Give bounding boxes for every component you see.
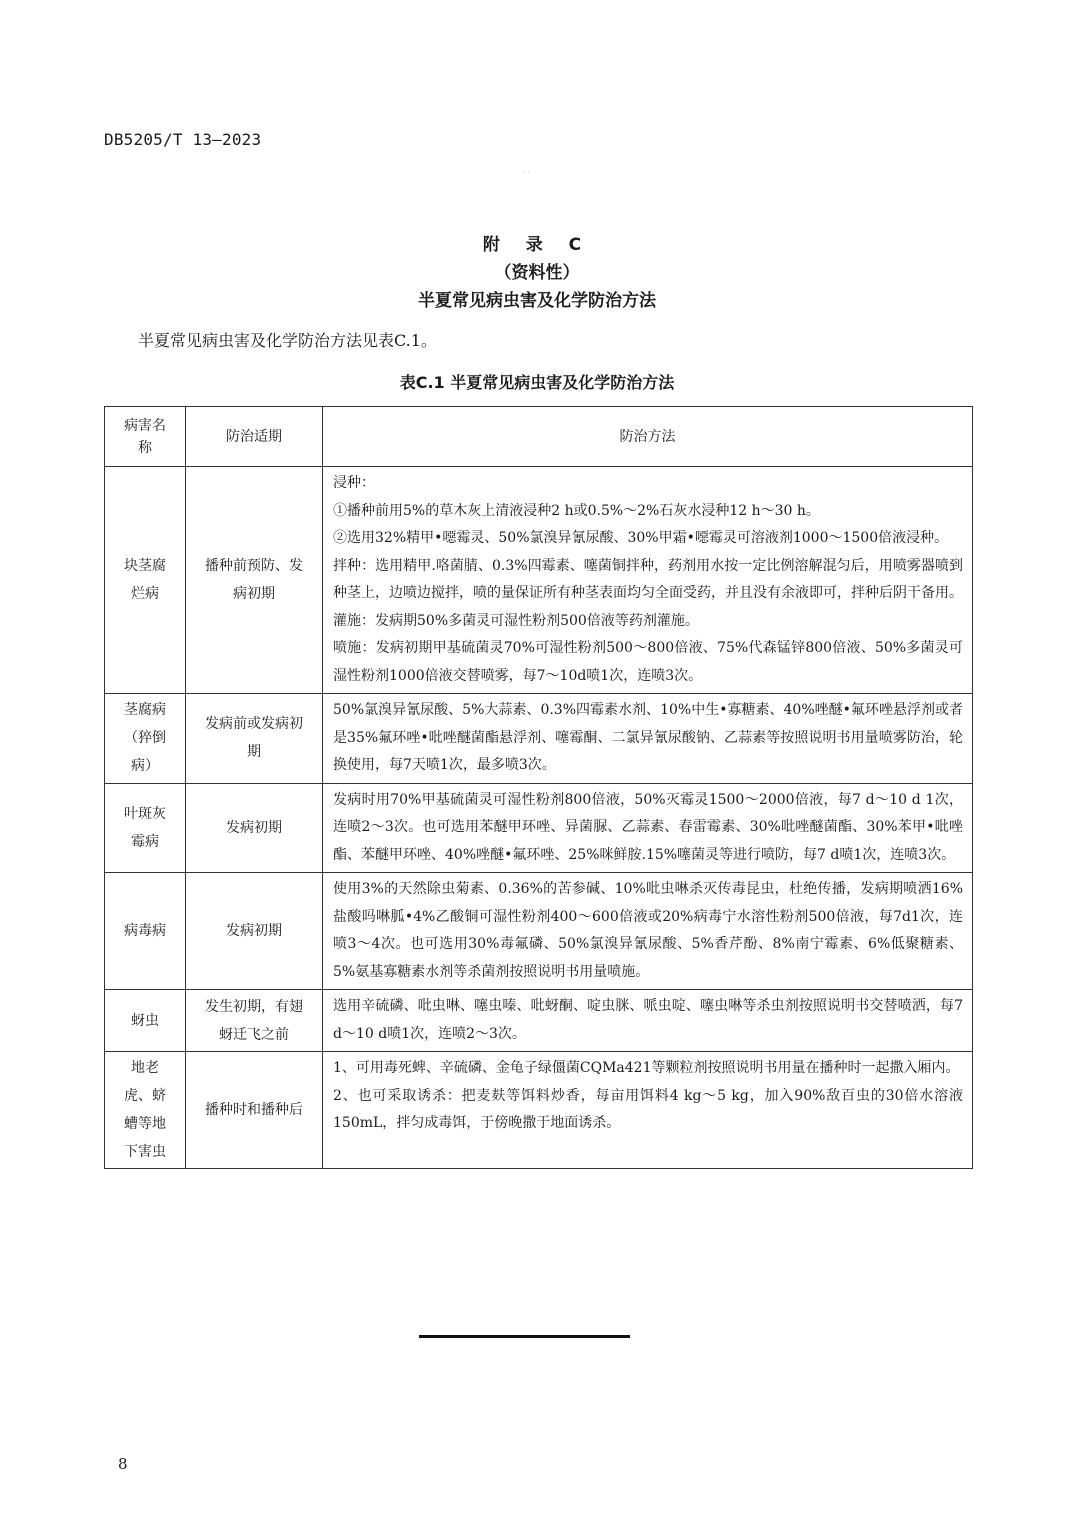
document-id: DB5205/T 13—2023: [104, 130, 262, 149]
pest-name-cell: [105, 694, 186, 784]
control-method-cell: [323, 783, 973, 873]
control-period: 发病初期: [226, 819, 282, 836]
control-period: 发生初期，有翅蚜迁飞之前: [205, 998, 303, 1043]
pest-name: 地老虎、蛴螬等地下害虫: [124, 1060, 166, 1160]
table-header-row: [105, 407, 973, 467]
control-period-cell: [186, 873, 323, 990]
table-row: [105, 873, 973, 990]
table-row: [105, 1052, 973, 1169]
pest-name: 病毒病: [124, 923, 166, 939]
control-period: 播种前预防、发病初期: [205, 558, 303, 602]
method-paragraph: ②选用32%精甲•噁霉灵、50%氯溴异氰尿酸、30%甲霜•噁霉灵可溶液剂1000～1500倍液浸种。: [333, 530, 949, 546]
pest-name-cell: [105, 990, 186, 1052]
method-paragraph: 喷施：发病初期甲基硫菌灵70%可湿性粉剂500～800倍液、75%代森锰锌800倍液、50%多菌灵可湿性粉剂1000倍液交替喷雾，每7～10d喷1次，连喷3次。: [333, 640, 963, 684]
table-caption: 表C.1 半夏常见病虫害及化学防治方法: [399, 373, 675, 392]
header-period: 防治适期: [186, 407, 323, 467]
appendix-title: 附 录 C: [482, 235, 592, 255]
control-method-cell: [323, 873, 973, 990]
control-method-cell: [323, 990, 973, 1052]
method-paragraph: 发病时用70%甲基硫菌灵可湿性粉剂800倍液，50%灭霉灵1500～2000倍液，每7 d～10 d 1次，连喷2～3次。也可选用苯醚甲环唑、异菌脲、乙蒜素、春雷霉素、30%吡唑醚菌酯、30%苯甲•吡唑酯、苯醚甲环唑、40%唑醚•氟环唑、25%咪鲜胺.15%噻菌灵等进行喷防，每7 d喷1次，连喷3次。: [333, 791, 963, 863]
control-method-cell: [323, 467, 973, 694]
method-paragraph: 选用辛硫磷、吡虫啉、噻虫嗪、吡蚜酮、啶虫脒、哌虫啶、噻虫啉等杀虫剂按照说明书交替喷洒，每7 d～10 d喷1次，连喷2～3次。: [333, 998, 963, 1042]
method-paragraph: 浸种：: [333, 475, 375, 491]
control-period: 发病前或发病初期: [205, 716, 303, 761]
method-paragraph: ①播种前用5%的草木灰上清液浸种2 h或0.5%～2%石灰水浸种12 h～30 h。: [333, 502, 820, 519]
pest-name: 块茎腐烂病: [124, 558, 166, 602]
method-paragraph: 灌施：发病期50%多菌灵可湿性粉剂500倍液等药剂灌施。: [333, 612, 699, 629]
method-paragraph: 1、可用毒死蜱、辛硫磷、金龟子绿僵菌CQMa421等颗粒剂按照说明书用量在播种时一起撒入厢内。: [333, 1060, 960, 1076]
table-row: [105, 990, 973, 1052]
pest-name-cell: [105, 467, 186, 694]
method-paragraph: 50%氯溴异氰尿酸、5%大蒜素、0.3%四霉素水剂、10%中生•寡糖素、40%唑醚•氟环唑悬浮剂或者是35%氟环唑•吡唑醚菌酯悬浮剂、噻霉酮、二氯异氰尿酸钠、乙蒜素等按照说明书用量喷雾防治，轮换使用，每7天喷1次，最多喷3次。: [333, 702, 963, 773]
table-row: [105, 783, 973, 873]
method-paragraph: 使用3%的天然除虫菊素、0.36%的苦参碱、10%吡虫啉杀灭传毒昆虫，杜绝传播，发病期喷洒16%盐酸吗啉胍•4%乙酸铜可湿性粉剂400～600倍液或20%病毒宁水溶性粉剂500倍液，每7d1次，连喷3～4次。也可选用30%毒氟磷、50%氯溴异氰尿酸、5%香芹酚、8%南宁霉素、6%低聚糖素、5%氨基寡糖素水剂等杀菌剂按照说明书用量喷施。: [333, 881, 963, 980]
method-paragraph: 2、也可采取诱杀：把麦麸等饵料炒香，每亩用饵料4 kg～5 kg，加入90%敌百虫的30倍水溶液150mL，拌匀成毒饵，于傍晚撒于地面诱杀。: [333, 1087, 963, 1131]
control-period: 发病初期: [226, 923, 282, 939]
pest-name: 叶斑灰霉病: [124, 805, 166, 850]
pest-name: 茎腐病（猝倒病）: [124, 702, 166, 775]
intro-paragraph: 半夏常见病虫害及化学防治方法见表C.1。: [138, 331, 437, 350]
appendix-name: 半夏常见病虫害及化学防治方法: [418, 291, 656, 311]
table-body: [105, 467, 973, 1169]
end-rule: [419, 1335, 630, 1338]
header-name: 病害名称: [105, 407, 186, 467]
pest-name-cell: [105, 1052, 186, 1169]
control-period-cell: [186, 467, 323, 694]
table-row: [105, 467, 973, 694]
page-number: 8: [118, 1455, 128, 1473]
control-period-cell: [186, 694, 323, 784]
scan-dots: · ·: [522, 168, 530, 177]
pest-name: 蚜虫: [131, 1012, 159, 1029]
pest-name-cell: [105, 783, 186, 873]
table-row: [105, 694, 973, 784]
method-paragraph: 拌种：选用精甲.咯菌腈、0.3%四霉素、噻菌铜拌种，药剂用水按一定比例溶解混匀后，用喷雾器喷到种茎上，边喷边搅拌，喷的量保证所有种茎表面均匀全面受药，并且没有余液即可，拌种后阴干备用。: [333, 557, 963, 601]
control-period-cell: [186, 783, 323, 873]
control-period: 播种时和播种后: [205, 1102, 303, 1118]
appendix-type: （资料性）: [494, 263, 580, 283]
control-period-cell: [186, 1052, 323, 1169]
header-method: 防治方法: [323, 407, 973, 467]
control-method-cell: [323, 694, 973, 784]
control-period-cell: [186, 990, 323, 1052]
pest-name-cell: [105, 873, 186, 990]
control-method-cell: [323, 1052, 973, 1169]
pest-control-table: [104, 406, 973, 1169]
